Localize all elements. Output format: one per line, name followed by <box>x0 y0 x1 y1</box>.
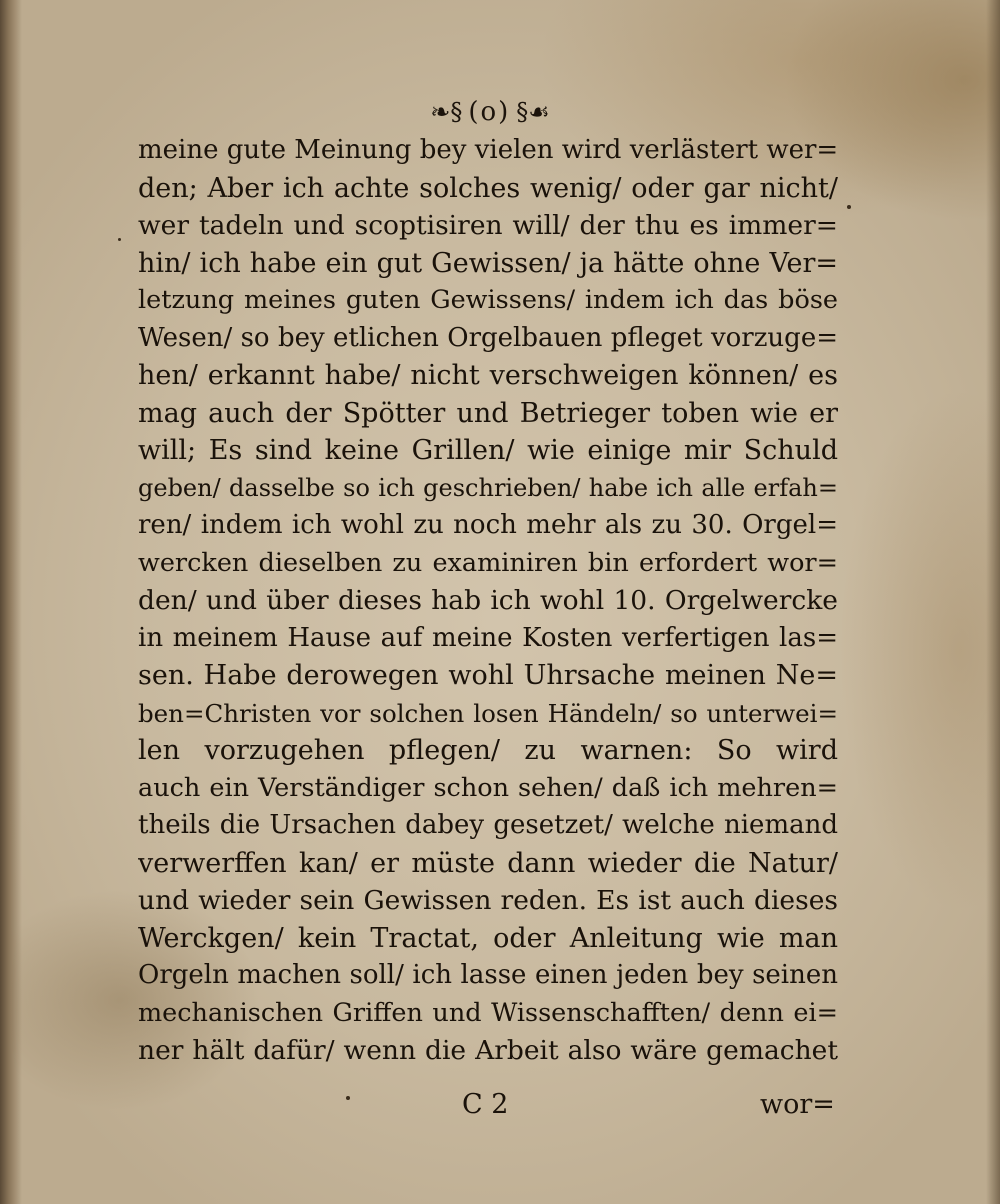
ink-speck <box>118 238 121 241</box>
text-line: Werckgen/ kein Tractat, oder Anleitung wie man <box>138 922 838 954</box>
signature-mark: C 2 <box>462 1089 509 1120</box>
text-line: den/ und über dieses hab ich wohl 10. Orgelwercke <box>138 585 838 616</box>
ornament-right: §☙ <box>516 98 550 126</box>
catchword: wor= <box>760 1089 835 1120</box>
text-line: sen. Habe derowegen wohl Uhrsache meinen Ne= <box>138 660 838 691</box>
text-line: den; Aber ich achte solches wenig/ oder gar nicht/ <box>138 172 838 204</box>
text-line: will; Es sind keine Grillen/ wie einige mir Schuld <box>138 435 838 466</box>
text-line: Orgeln machen soll/ ich lasse einen jeden bey seinen <box>138 960 838 990</box>
text-line: ren/ indem ich wohl zu noch mehr als zu 30. Orgel= <box>138 510 838 540</box>
ornament-left: ❧§ <box>430 98 463 126</box>
text-line: mag auch der Spötter und Betrieger toben wie er <box>138 397 838 429</box>
page-header <box>400 92 580 132</box>
text-line: hen/ erkannt habe/ nicht verschweigen können/ es <box>138 360 838 391</box>
text-line: hin/ ich habe ein gut Gewissen/ ja hätte ohne Ver= <box>138 247 838 279</box>
text-line: auch ein Verständiger schon sehen/ daß ich mehren= <box>138 772 838 803</box>
body-text <box>138 132 838 1070</box>
text-line: verwerffen kan/ er müste dann wieder die Natur/ <box>138 847 838 879</box>
text-line: in meinem Hause auf meine Kosten verfertigen las= <box>138 622 838 653</box>
ink-speck <box>847 205 851 209</box>
text-line: ner hält dafür/ wenn die Arbeit also wäre gemachet <box>138 1035 838 1066</box>
text-line: und wieder sein Gewissen reden. Es ist auch dieses <box>138 885 838 916</box>
text-line: wercken dieselben zu examiniren bin erfordert wor= <box>138 547 838 578</box>
text-line: meine gute Meinung bey vielen wird verlästert wer= <box>138 135 838 165</box>
text-line: ben=Christen vor solchen losen Händeln/ so unterwei= <box>138 698 838 728</box>
text-line: mechanischen Griffen und Wissenschafften/ denn ei= <box>138 997 838 1028</box>
text-line: len vorzugehen pflegen/ zu warnen: So wird <box>138 735 838 766</box>
text-line: wer tadeln und scoptisiren will/ der thu es immer= <box>138 210 838 241</box>
ink-speck <box>346 1096 350 1100</box>
text-line: geben/ dasselbe so ich geschrieben/ habe ich alle erfah= <box>138 473 838 502</box>
text-line: letzung meines guten Gewissens/ indem ich das böse <box>138 285 838 315</box>
text-line: theils die Ursachen dabey gesetzet/ welche niemand <box>138 810 838 840</box>
page-number: (o) <box>468 97 511 127</box>
text-line: Wesen/ so bey etlichen Orgelbauen pfleget vorzuge= <box>138 322 838 353</box>
